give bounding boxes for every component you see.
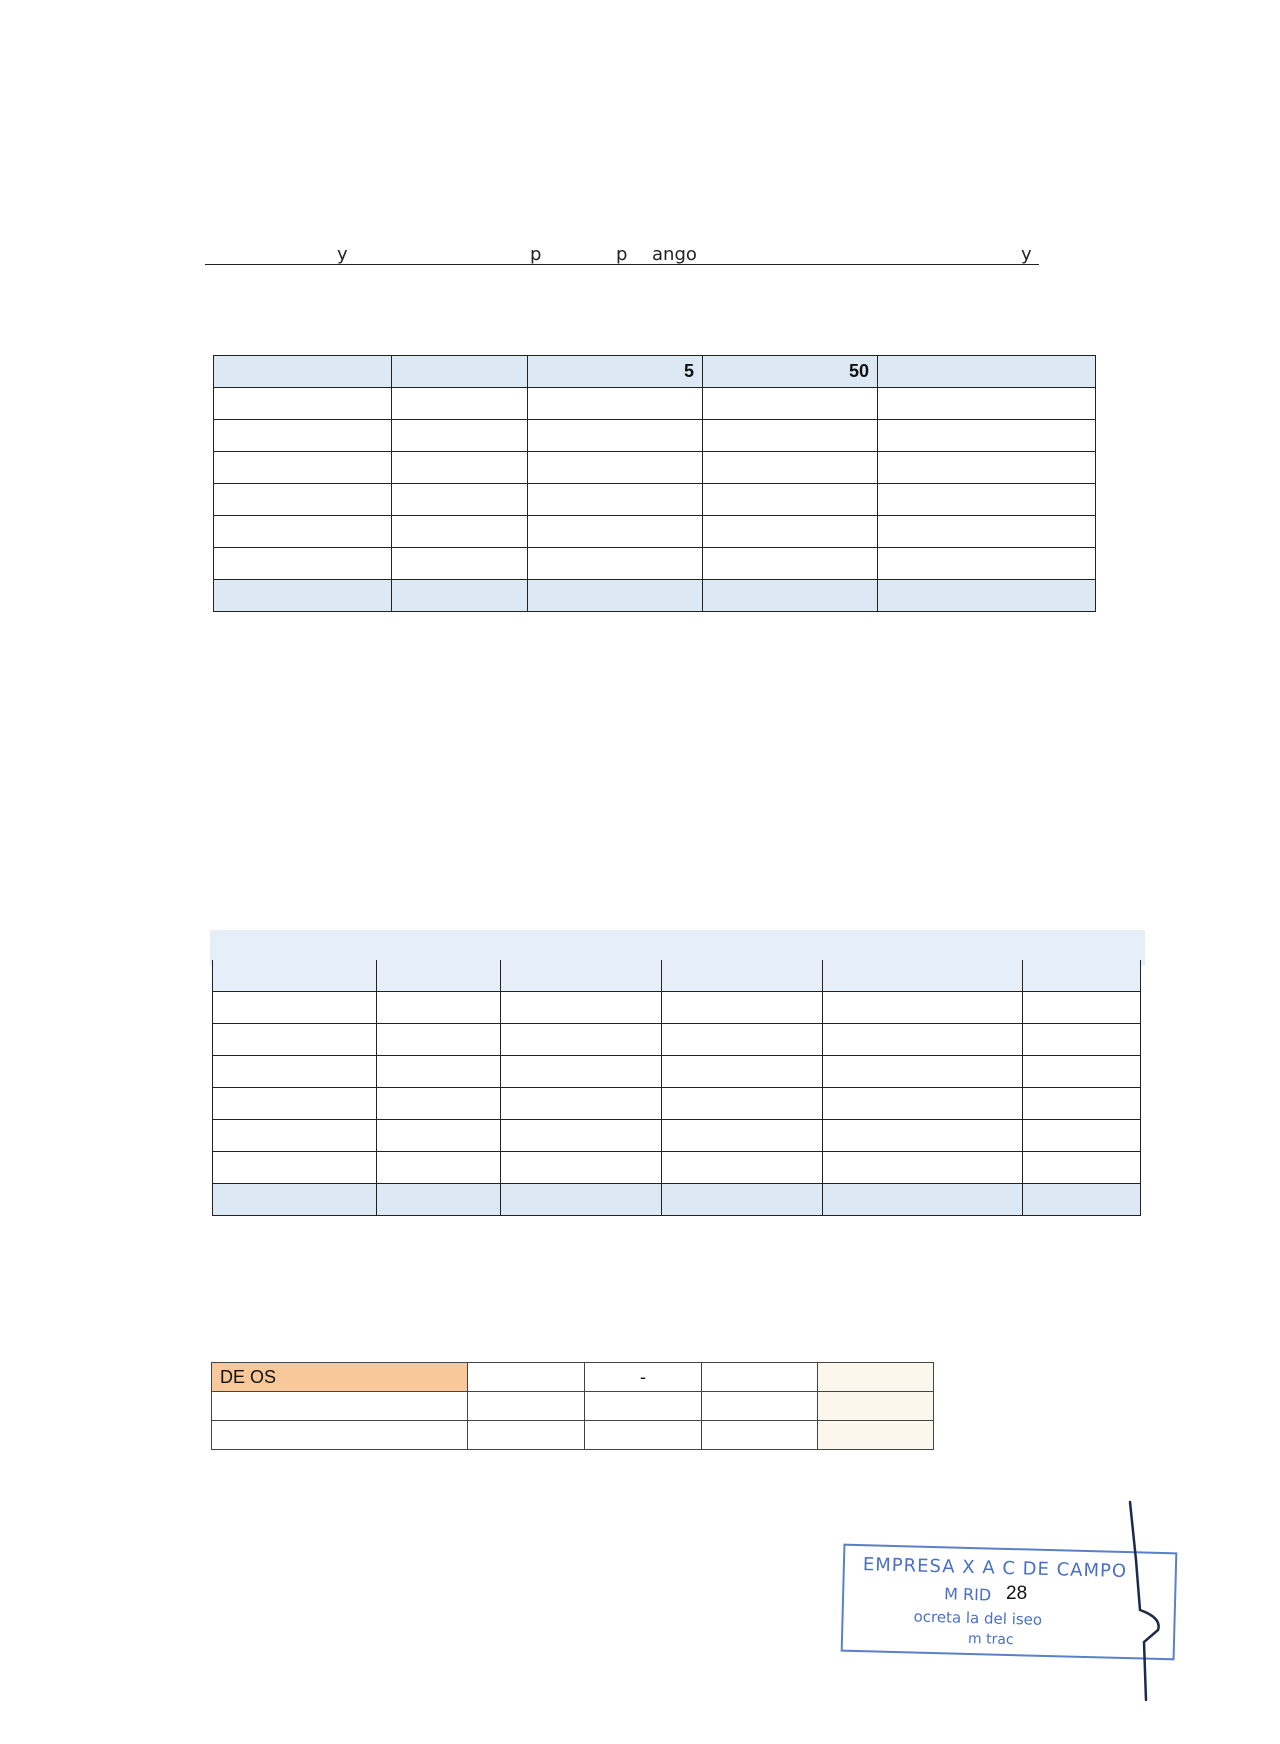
table-cell	[392, 388, 528, 420]
table-cell	[662, 1024, 823, 1056]
table-cell	[703, 388, 878, 420]
table-cell	[823, 992, 1023, 1024]
table-cell	[214, 548, 392, 580]
table-cell	[501, 1024, 662, 1056]
table-header-cell	[1023, 960, 1141, 992]
table-cell	[214, 484, 392, 516]
table-row	[214, 388, 1096, 420]
table-cell	[703, 484, 878, 516]
heading-fragment: y	[1021, 244, 1032, 265]
table-cell	[392, 580, 528, 612]
table-header-row	[213, 960, 1141, 992]
table-cell	[214, 420, 392, 452]
section-heading	[205, 244, 1039, 265]
table-cell	[662, 1120, 823, 1152]
data-table-1	[213, 355, 1096, 612]
table-cell	[823, 1088, 1023, 1120]
table-cell	[392, 548, 528, 580]
table-row	[212, 1363, 934, 1392]
table-header-cell	[392, 356, 528, 388]
stamp-line: EMPRESA X A C DE CAMPO	[862, 1554, 1128, 1583]
table-cell	[703, 516, 878, 548]
table-header-cell	[213, 960, 377, 992]
table-row	[213, 992, 1141, 1024]
table-cell	[823, 1184, 1023, 1216]
table-header-row	[214, 356, 1096, 388]
table-row	[214, 484, 1096, 516]
table-row	[213, 1152, 1141, 1184]
table-cell	[703, 452, 878, 484]
table-cell	[1023, 992, 1141, 1024]
table-cell	[585, 1392, 702, 1421]
table-cell	[662, 1088, 823, 1120]
table-row	[214, 516, 1096, 548]
table-cell	[878, 516, 1096, 548]
table-cell	[377, 992, 501, 1024]
table-total-row	[213, 1184, 1141, 1216]
data-table-2	[212, 960, 1141, 1216]
table-cell	[878, 548, 1096, 580]
table-cell	[528, 388, 703, 420]
table-cell	[662, 1184, 823, 1216]
table-cell	[392, 420, 528, 452]
data-table-3	[211, 1362, 934, 1450]
table-row	[214, 420, 1096, 452]
table-cell	[702, 1363, 818, 1392]
table-row	[213, 1056, 1141, 1088]
table-cell	[818, 1392, 934, 1421]
table-row	[213, 1120, 1141, 1152]
table-cell	[702, 1421, 818, 1450]
table-cell	[585, 1421, 702, 1450]
table-cell	[377, 1120, 501, 1152]
table-cell	[377, 1152, 501, 1184]
table-cell	[703, 420, 878, 452]
table-cell	[377, 1088, 501, 1120]
table-header-cell	[878, 356, 1096, 388]
table-row	[212, 1421, 934, 1450]
table-cell	[501, 1120, 662, 1152]
table-row	[214, 452, 1096, 484]
table-cell	[528, 484, 703, 516]
table-cell	[662, 992, 823, 1024]
table-cell	[501, 1088, 662, 1120]
table-cell	[501, 1056, 662, 1088]
table-cell-label: DE OS	[212, 1363, 468, 1392]
table-cell	[823, 1152, 1023, 1184]
table-cell	[392, 484, 528, 516]
table-header-cell	[377, 960, 501, 992]
table-cell	[878, 580, 1096, 612]
table-cell	[468, 1421, 585, 1450]
table-cell	[528, 452, 703, 484]
table-cell	[702, 1392, 818, 1421]
table-row	[214, 548, 1096, 580]
table-cell	[1023, 1056, 1141, 1088]
table-cell	[528, 516, 703, 548]
table-cell	[528, 580, 703, 612]
table-header-cell: 50	[703, 356, 878, 388]
stamp-line: ocreta la del iseo	[913, 1607, 1043, 1629]
table-cell	[468, 1363, 585, 1392]
table-cell	[212, 1421, 468, 1450]
table-cell	[501, 1184, 662, 1216]
table-cell	[878, 452, 1096, 484]
table-cell	[662, 1152, 823, 1184]
table-header-cell	[214, 356, 392, 388]
table-row	[213, 1024, 1141, 1056]
table-cell	[818, 1421, 934, 1450]
table-total-row	[214, 580, 1096, 612]
table-header-cell	[501, 960, 662, 992]
heading-fragment: p	[616, 244, 628, 265]
table-cell	[213, 1088, 377, 1120]
table-cell	[377, 1184, 501, 1216]
table-cell	[377, 1024, 501, 1056]
table-cell	[662, 1056, 823, 1088]
table-cell	[213, 1024, 377, 1056]
table-cell	[213, 1056, 377, 1088]
table-cell	[501, 1152, 662, 1184]
table-row	[213, 1088, 1141, 1120]
table-cell	[878, 420, 1096, 452]
table-cell	[1023, 1184, 1141, 1216]
table-cell	[823, 1120, 1023, 1152]
table-cell	[528, 420, 703, 452]
table-cell: -	[585, 1363, 702, 1392]
table-cell	[528, 548, 703, 580]
table-cell	[818, 1363, 934, 1392]
table-cell	[1023, 1152, 1141, 1184]
table-cell	[213, 992, 377, 1024]
table-cell	[392, 516, 528, 548]
heading-fragment: p	[530, 244, 542, 265]
table-cell	[823, 1056, 1023, 1088]
table-cell	[213, 1152, 377, 1184]
table-cell	[377, 1056, 501, 1088]
table-cell	[501, 992, 662, 1024]
stamp-line: m trac	[967, 1630, 1014, 1649]
heading-fragment: y	[337, 244, 348, 265]
table-header-cell	[662, 960, 823, 992]
stamp-line: M RID	[943, 1584, 992, 1605]
table-row	[212, 1392, 934, 1421]
table-cell	[214, 452, 392, 484]
table-cell	[823, 1024, 1023, 1056]
table-cell	[214, 388, 392, 420]
table-cell	[878, 388, 1096, 420]
table-cell	[1023, 1088, 1141, 1120]
table-cell	[1023, 1024, 1141, 1056]
table-cell	[214, 580, 392, 612]
table-header-cell: 5	[528, 356, 703, 388]
heading-fragment: ango	[652, 244, 697, 265]
table-cell	[213, 1120, 377, 1152]
signature-icon	[1100, 1500, 1180, 1710]
table-header-cell	[823, 960, 1023, 992]
table-cell	[392, 452, 528, 484]
table-cell	[213, 1184, 377, 1216]
table-cell	[878, 484, 1096, 516]
table-cell	[468, 1392, 585, 1421]
table-cell	[703, 548, 878, 580]
table-cell	[1023, 1120, 1141, 1152]
table-cell	[703, 580, 878, 612]
table-cell	[214, 516, 392, 548]
table-cell	[212, 1392, 468, 1421]
page-number: 28	[1006, 1583, 1028, 1604]
